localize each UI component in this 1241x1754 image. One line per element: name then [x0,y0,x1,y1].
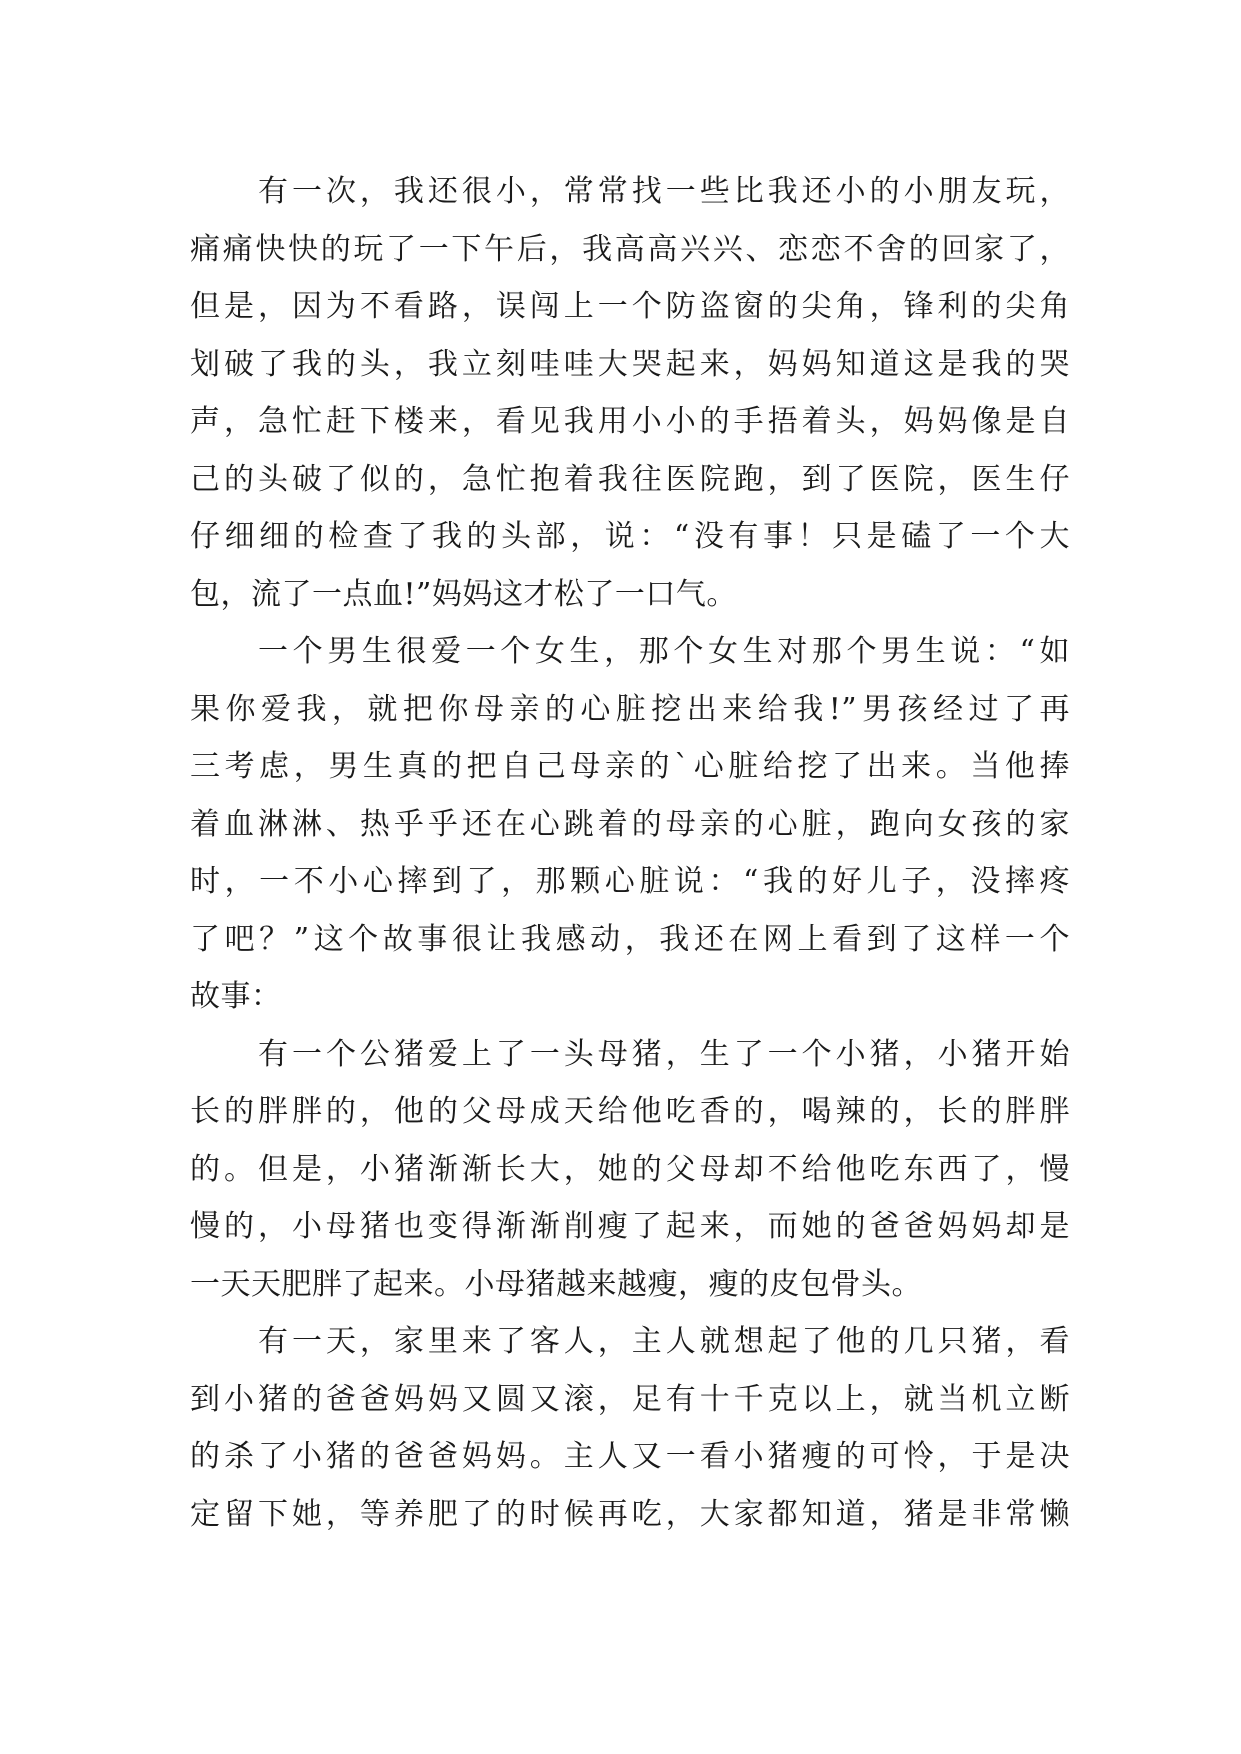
text-line: 长的胖胖的，他的父母成天给他吃香的，喝辣的，长的胖胖 [190,1094,1070,1129]
text-line: 果你爱我，就把你母亲的心脏挖出来给我!”男孩经过了再 [190,691,1070,727]
text-line: 但是，因为不看路，误闯上一个防盗窗的尖角，锋利的尖角 [190,289,1070,324]
text-line: 到小猪的爸爸妈妈又圆又滚，足有十千克以上，就当机立断 [190,1381,1070,1417]
text-line: 有一个公猪爱上了一头母猪，生了一个小猪，小猪开始 [258,1036,1070,1072]
text-line: 声，急忙赶下楼来，看见我用小小的手捂着头，妈妈像是自 [190,404,1070,439]
text-line: 划破了我的头，我立刻哇哇大哭起来，妈妈知道这是我的哭 [190,346,1070,382]
text-line: 痛痛快快的玩了一下午后，我高高兴兴、恋恋不舍的回家了， [190,231,1070,267]
text-line: 有一天，家里来了客人，主人就想起了他的几只猪，看 [258,1324,1070,1359]
text-line: 包，流了一点血!”妈妈这才松了一口气。 [190,576,737,612]
text-line: 一个男生很爱一个女生，那个女生对那个男生说：“如 [258,634,1070,669]
text-line: 故事： [190,979,282,1014]
text-line: 有一次，我还很小，常常找一些比我还小的小朋友玩， [258,174,1070,209]
text-line: 时，一不小心摔到了，那颗心脏说：“我的好儿子，没摔疼 [190,864,1070,899]
text-line: 定留下她，等养肥了的时候再吃，大家都知道，猪是非常懒 [190,1496,1070,1532]
text-line: 三考虑，男生真的把自己母亲的`心脏给挖了出来。当他捧 [190,749,1070,784]
text-line: 了吧？”这个故事很让我感动，我还在网上看到了这样一个 [190,921,1070,957]
text-line: 慢的，小母猪也变得渐渐削瘦了起来，而她的爸爸妈妈却是 [190,1209,1070,1244]
text-line: 着血淋淋、热乎乎还在心跳着的母亲的心脏，跑向女孩的家 [190,806,1070,842]
text-line: 的杀了小猪的爸爸妈妈。主人又一看小猪瘦的可怜，于是决 [190,1439,1070,1474]
text-line: 己的头破了似的，急忙抱着我往医院跑，到了医院，医生仔 [190,461,1070,497]
document-body [190,163,1070,1543]
text-line: 的。但是，小猪渐渐长大，她的父母却不给他吃东西了，慢 [190,1151,1070,1187]
text-line: 仔细细的检查了我的头部，说：“没有事！只是磕了一个大 [190,519,1070,554]
text-line: 一天天肥胖了起来。小母猪越来越瘦，瘦的皮包骨头。 [190,1266,922,1302]
